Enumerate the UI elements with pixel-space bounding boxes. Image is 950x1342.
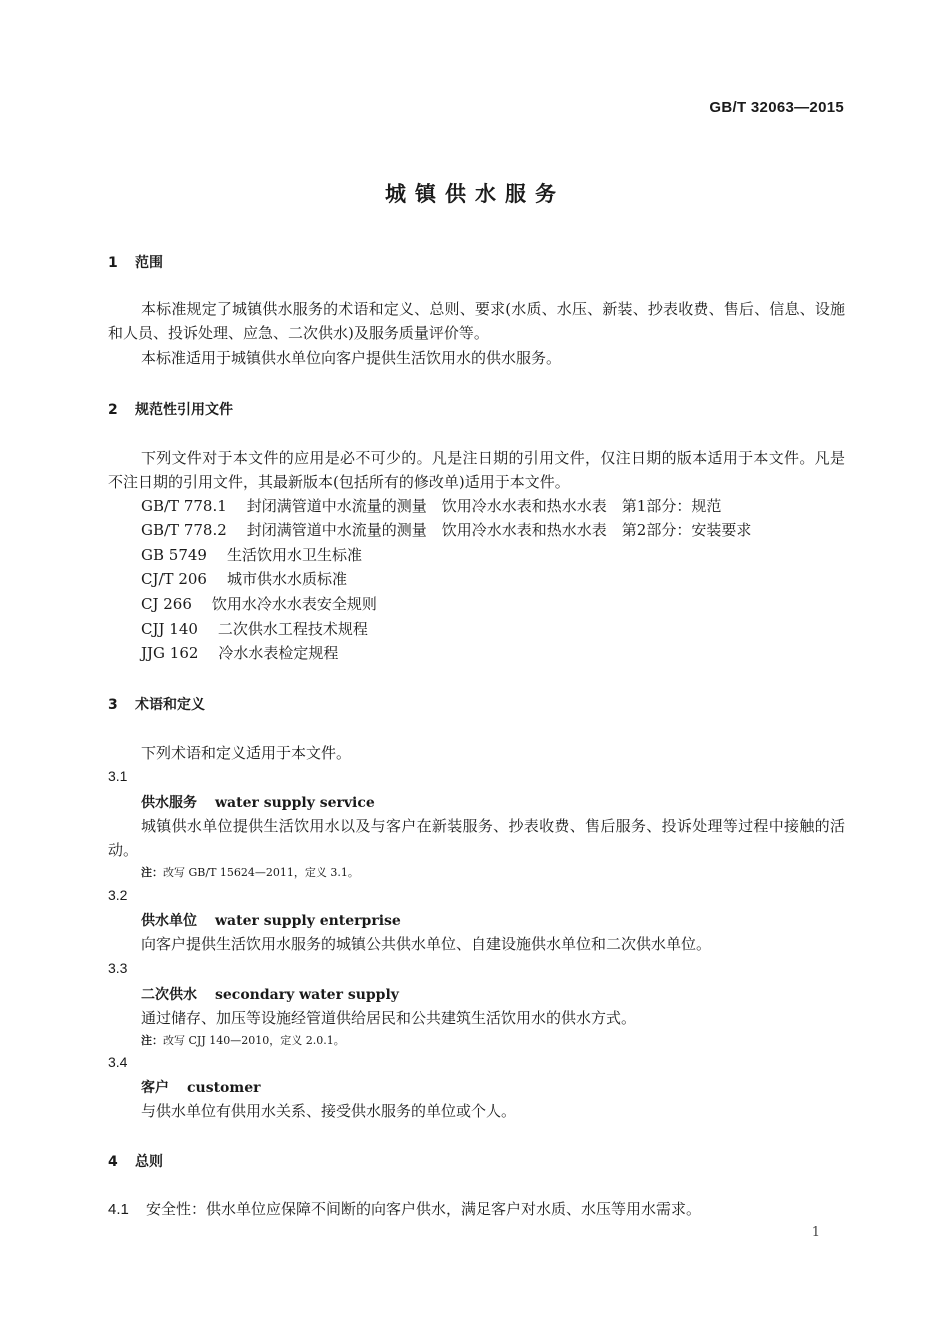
section-number: 3: [108, 697, 118, 713]
section-number: 4: [108, 1154, 118, 1170]
reference-code: GB 5749: [141, 546, 207, 564]
clause-number: 4.1: [108, 1201, 129, 1218]
term-definition: 城镇供水单位提供生活饮用水以及与客户在新装服务、抄表收费、售后服务、投诉处理等过程中接触的活动。: [108, 817, 845, 859]
reference-title: 城市供水水质标准: [226, 570, 347, 588]
section-title: 范围: [135, 255, 163, 271]
reference-code: CJ/T 206: [141, 570, 207, 588]
term-name-zh: 供水服务: [141, 795, 197, 811]
section-3-intro: 下列术语和定义适用于本文件。: [141, 744, 352, 762]
section-1-paragraph-2: 本标准适用于城镇供水单位向客户提供生活饮用水的供水服务。: [141, 349, 562, 367]
term-name: [141, 1077, 261, 1097]
section-number: 1: [108, 255, 118, 271]
term-name: [141, 792, 375, 812]
standard-code: GB/T 32063—2015: [709, 99, 844, 116]
reference-title: 封闭满管道中水流量的测量 饮用冷水水表和热水水表 第2部分：安装要求: [246, 521, 752, 539]
section-4-heading: [108, 1151, 163, 1171]
term-note: [141, 1032, 345, 1048]
note-label: 注：: [141, 1034, 163, 1047]
reference-item: [141, 592, 377, 616]
term-name-zh: 客户: [141, 1080, 169, 1096]
term-number: 3.2: [108, 887, 128, 903]
section-number: 2: [108, 402, 118, 418]
term-name-en: water supply enterprise: [215, 913, 401, 929]
term-number: 3.3: [108, 960, 128, 976]
section-title: 术语和定义: [135, 697, 205, 713]
term-name-en: customer: [187, 1080, 261, 1096]
term-number: 3.1: [108, 768, 128, 784]
term-definition: 通过储存、加压等设施经管道供给居民和公共建筑生活饮用水的供水方式。: [141, 1009, 637, 1027]
section-2-intro: 下列文件对于本文件的应用是必不可少的。凡是注日期的引用文件，仅注日期的版本适用于本文件。凡是不注日期的引用文件，其最新版本(包括所有的修改单)适用于本文件。: [108, 449, 845, 491]
reference-title: 饮用水冷水水表安全规则: [211, 595, 377, 613]
reference-title: 生活饮用水卫生标准: [226, 546, 362, 564]
section-1-heading: [108, 252, 163, 272]
term-name-en: secondary water supply: [215, 987, 399, 1003]
term-name: [141, 984, 399, 1004]
reference-item: [141, 494, 721, 518]
reference-item: [141, 543, 362, 567]
section-3-heading: [108, 694, 205, 714]
reference-code: GB/T 778.2: [141, 521, 227, 539]
reference-code: JJG 162: [141, 644, 199, 662]
reference-title: 冷水水表检定规程: [218, 644, 339, 662]
note-label: 注：: [141, 866, 163, 879]
page-number: 1: [811, 1225, 820, 1240]
term-name: [141, 910, 401, 930]
reference-code: CJJ 140: [141, 620, 198, 638]
term-definition: 向客户提供生活饮用水服务的城镇公共供水单位、自建设施供水单位和二次供水单位。: [141, 935, 712, 953]
document-title: 城镇供水服务: [385, 182, 565, 206]
reference-item: [141, 518, 751, 542]
term-name-zh: 供水单位: [141, 913, 197, 929]
section-title: 规范性引用文件: [135, 402, 233, 418]
reference-item: [141, 567, 347, 591]
reference-code: CJ 266: [141, 595, 192, 613]
section-2-heading: [108, 399, 233, 419]
reference-item: [141, 641, 338, 665]
reference-code: GB/T 778.1: [141, 497, 227, 515]
clause-4-1: [108, 1198, 701, 1219]
term-note: [141, 864, 359, 880]
reference-title: 二次供水工程技术规程: [217, 620, 368, 638]
term-name-en: water supply service: [215, 795, 375, 811]
note-text: 改写 CJJ 140—2010，定义 2.0.1。: [163, 1034, 345, 1047]
clause-text: 安全性：供水单位应保障不间断的向客户供水，满足客户对水质、水压等用水需求。: [146, 1200, 702, 1218]
reference-item: [141, 617, 368, 641]
term-definition: 与供水单位有供用水关系、接受供水服务的单位或个人。: [141, 1102, 517, 1120]
reference-title: 封闭满管道中水流量的测量 饮用冷水水表和热水水表 第1部分：规范: [246, 497, 722, 515]
note-text: 改写 GB/T 15624—2011，定义 3.1。: [163, 866, 359, 879]
section-1-paragraph-1: 本标准规定了城镇供水服务的术语和定义、总则、要求(水质、水压、新装、抄表收费、售后、信息、设施和人员、投诉处理、应急、二次供水)及服务质量评价等。: [108, 300, 845, 342]
term-number: 3.4: [108, 1054, 128, 1070]
term-name-zh: 二次供水: [141, 987, 197, 1003]
section-title: 总则: [135, 1154, 163, 1170]
